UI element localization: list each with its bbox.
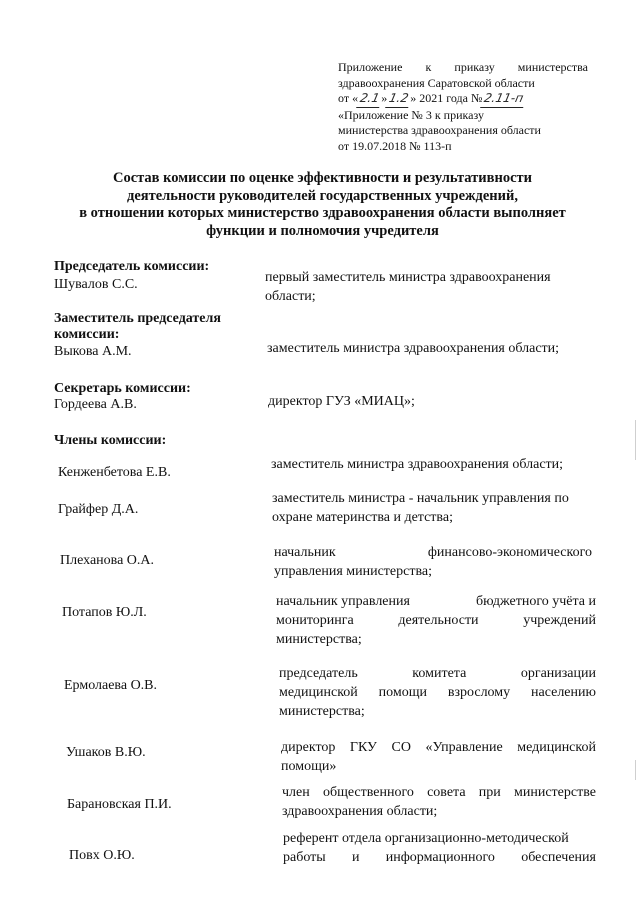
deputy-heading-line-2: комиссии: xyxy=(54,327,120,342)
appendix-line-4: «Приложение № 3 к приказу xyxy=(338,107,484,122)
member-name: Потапов Ю.Л. xyxy=(62,605,147,620)
member-duty xyxy=(282,783,596,821)
member-name: Повх О.Ю. xyxy=(69,848,135,863)
duty-word: «Управление xyxy=(425,740,503,755)
handwritten-month: 1.2 xyxy=(385,91,412,108)
duty-word: начальник управления xyxy=(276,594,410,609)
duty-line: министерства; xyxy=(276,632,362,647)
duty-line-justified xyxy=(282,783,596,802)
duty-line: заместитель министра здравоохранения области; xyxy=(267,341,560,356)
duty-word: мониторинга xyxy=(276,613,354,628)
date-year-text: » 2021 года № xyxy=(410,91,483,105)
member-duty xyxy=(276,592,596,649)
duty-word: финансово-экономического xyxy=(427,545,592,560)
handwritten-day: 2.1 xyxy=(356,91,383,108)
duty-line: управления министерства; xyxy=(274,564,432,579)
appendix-line-6: от 19.07.2018 № 113-п xyxy=(338,138,452,153)
duty-word: директор xyxy=(281,740,336,755)
duty-word: ГКУ xyxy=(349,740,377,755)
duty-word: член xyxy=(282,785,310,800)
member-duty xyxy=(279,664,596,721)
member-duty xyxy=(271,455,601,474)
duty-word: СО xyxy=(391,740,411,755)
duty-line-justified xyxy=(276,592,596,611)
date-prefix: от « xyxy=(338,91,359,105)
appendix-header xyxy=(338,60,588,154)
secretary-heading: Секретарь комиссии: xyxy=(54,381,191,396)
duty-word: при xyxy=(478,785,501,800)
appendix-word: к xyxy=(425,60,432,74)
duty-word: учреждений xyxy=(523,613,596,628)
duty-line-justified xyxy=(279,683,596,702)
member-duty xyxy=(283,829,596,867)
chair-name: Шувалов С.С. xyxy=(54,277,138,292)
appendix-line-5: министерства здравоохранения области xyxy=(338,123,541,137)
chair-duty xyxy=(265,268,595,306)
appendix-line-1 xyxy=(338,60,588,76)
date-quote: » xyxy=(381,91,388,105)
duty-line-justified xyxy=(283,848,596,867)
member-name: Ушаков В.Ю. xyxy=(66,745,146,760)
duty-word: и xyxy=(351,850,360,865)
appendix-word: министерства xyxy=(517,60,588,74)
member-name: Ермолаева О.В. xyxy=(64,678,158,693)
duty-line: заместитель министра здравоохранения области; xyxy=(271,457,564,472)
deputy-heading-line-1: Заместитель председателя xyxy=(54,311,221,326)
duty-word: обеспечения xyxy=(521,850,596,865)
title-line: функции и полномочия учредителя xyxy=(206,222,439,239)
duty-word: взрослому xyxy=(447,685,511,700)
scan-artifact xyxy=(635,760,636,780)
duty-word: совета xyxy=(427,785,466,800)
duty-line: референт отдела организационно-методической xyxy=(283,831,569,846)
duty-word: председатель xyxy=(279,666,358,681)
duty-word: бюджетного учёта и xyxy=(476,594,596,609)
appendix-line-3 xyxy=(338,91,588,108)
duty-line: директор ГУЗ «МИАЦ»; xyxy=(268,394,415,409)
duty-word: населению xyxy=(531,685,596,700)
duty-word: помощи xyxy=(378,685,427,700)
members-heading: Члены комиссии: xyxy=(54,433,167,448)
member-name: Барановская П.И. xyxy=(67,797,172,812)
title-line: деятельности руководителей государственных учреждений, xyxy=(127,187,518,204)
member-duty xyxy=(272,489,602,527)
duty-word: министерстве xyxy=(513,785,596,800)
member-name: Грайфер Д.А. xyxy=(58,502,139,517)
duty-word: общественного xyxy=(322,785,414,800)
duty-word: медицинской xyxy=(517,740,596,755)
appendix-word: Приложение xyxy=(338,60,403,74)
duty-word: начальник xyxy=(274,545,336,560)
duty-line-justified xyxy=(279,664,596,683)
member-name: Кенженбетова Е.В. xyxy=(58,465,171,480)
member-duty xyxy=(274,543,592,581)
secretary-name: Гордеева А.В. xyxy=(54,397,137,412)
handwritten-order-number: 2.11-п xyxy=(481,91,527,108)
deputy-name: Выкова А.М. xyxy=(54,344,132,359)
duty-word: организации xyxy=(520,666,596,681)
secretary-duty xyxy=(268,392,598,411)
document-title xyxy=(40,170,605,240)
duty-line: области; xyxy=(265,289,316,304)
deputy-duty xyxy=(267,339,597,358)
title-line: Состав комиссии по оценке эффективности и результативности xyxy=(112,170,533,186)
scan-artifact xyxy=(635,420,636,460)
duty-line: министерства; xyxy=(279,704,365,719)
duty-line-justified xyxy=(281,738,596,757)
duty-word: комитета xyxy=(412,666,467,681)
title-line: в отношении которых министерство здравоохранения области выполняет xyxy=(79,205,566,221)
member-name: Плеханова О.А. xyxy=(60,553,155,568)
duty-line-justified xyxy=(274,543,592,562)
appendix-word: приказу xyxy=(454,60,495,74)
appendix-line-2: здравоохранения Саратовской области xyxy=(338,75,535,90)
duty-line-justified xyxy=(276,611,596,630)
duty-word: медицинской xyxy=(279,685,358,700)
duty-word: информационного xyxy=(385,850,495,865)
duty-word: деятельности xyxy=(398,613,479,628)
duty-line: здравоохранения области; xyxy=(282,804,438,819)
chair-heading: Председатель комиссии: xyxy=(54,259,210,274)
member-duty xyxy=(281,738,596,776)
duty-line: первый заместитель министра здравоохранения xyxy=(265,270,551,285)
duty-line: помощи» xyxy=(281,759,337,774)
duty-line: заместитель министра - начальник управления по xyxy=(272,491,569,506)
duty-word: работы xyxy=(283,850,326,865)
duty-line: охране материнства и детства; xyxy=(272,510,453,525)
